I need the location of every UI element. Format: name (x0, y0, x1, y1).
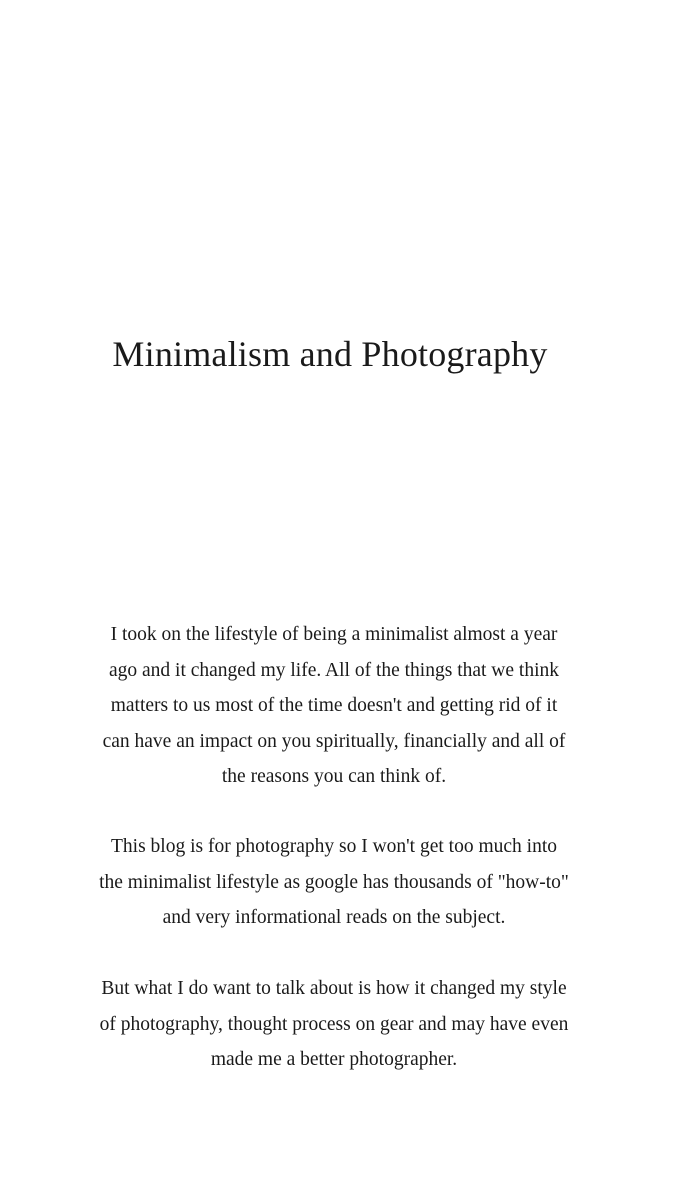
paragraph-line: ago and it changed my life. All of the things that we think (108, 659, 560, 681)
paragraph-line: of photography, thought process on gear and may have even (99, 1013, 569, 1035)
paragraph-line: and very informational reads on the subject. (162, 907, 506, 928)
paragraph-line: I took on the lifestyle of being a minimalist almost a year (110, 624, 558, 645)
paragraph-line: the reasons you can think of. (221, 766, 447, 787)
article-paragraph-3 (64, 971, 604, 1078)
paragraph-line: This blog is for photography so I won't get too much into (110, 836, 557, 857)
paragraph-line: But what I do want to talk about is how it changed my style (101, 978, 567, 999)
paragraph-line: matters to us most of the time doesn't and getting rid of it (110, 695, 558, 716)
paragraph-line: the minimalist lifestyle as google has thousands of "how-to" (99, 871, 569, 893)
article-paragraph-1 (64, 617, 604, 795)
paragraph-line: made me a better photographer. (210, 1049, 458, 1070)
paragraph-line: can have an impact on you spiritually, financially and all of (102, 730, 566, 752)
article-paragraph-2 (64, 829, 604, 936)
article-title: Minimalism and Photography (112, 334, 548, 374)
